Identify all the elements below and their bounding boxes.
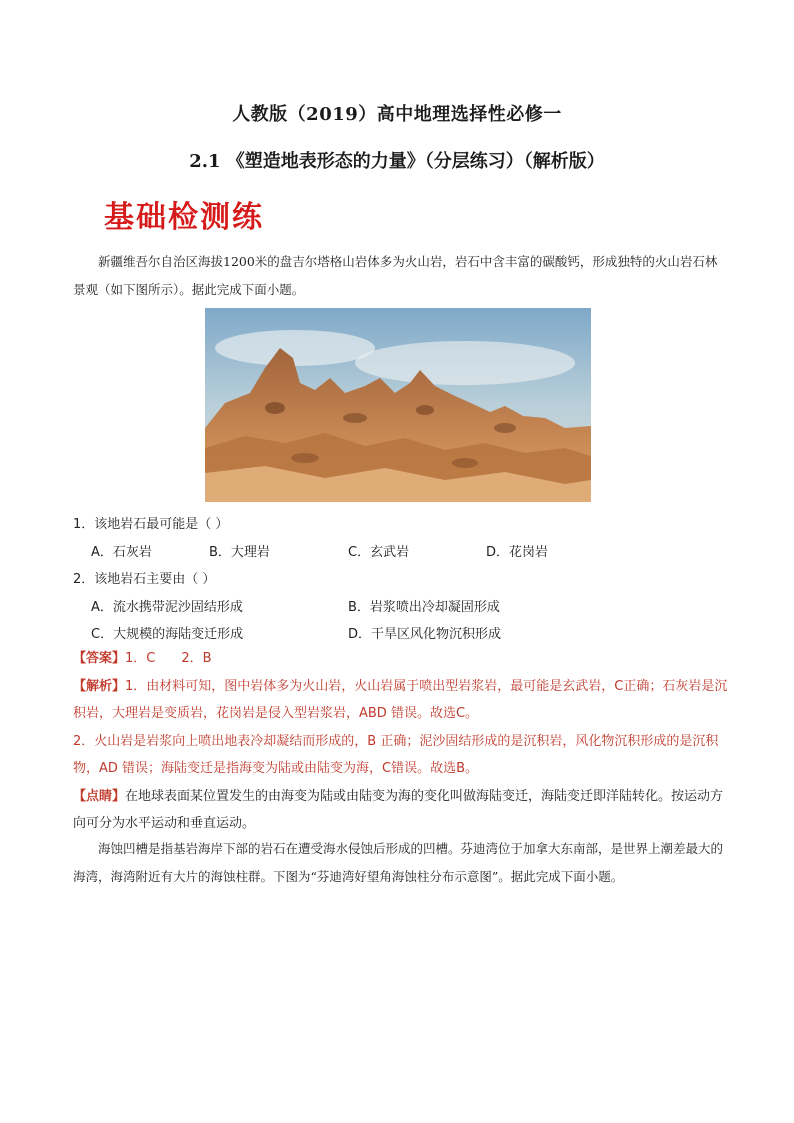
analysis-tag: 【解析】 <box>73 679 126 694</box>
answer-text: 1．C 2．B <box>125 651 212 666</box>
question-2-option-a: A．流水携带泥沙固结形成 <box>91 600 243 615</box>
question-2-stem: 2．该地岩石主要由（ ） <box>73 572 216 587</box>
question-1-option-b: B．大理岩 <box>209 545 270 560</box>
tips-block <box>73 783 733 837</box>
question-1-option-c: C．玄武岩 <box>348 545 410 560</box>
question-1-option-a: A．石灰岩 <box>91 545 152 560</box>
question-1-option-d: D．花岗岩 <box>486 545 549 560</box>
passage-intro: 新疆维吾尔自治区海拔1200米的盘吉尔塔格山岩体多为火山岩，岩石中含丰富的碳酸钙，形成独特的火山岩石林景观（如下图所示）。据此完成下面小题。 <box>73 254 718 297</box>
answer-block <box>73 645 733 672</box>
analysis-line-2: 2．火山岩是岩浆向上喷出地表冷却凝结而形成的，B 正确；泥沙固结形成的是沉积岩，风化物沉积形成的是沉积物，AD 错误；海陆变迁是指海变为陆或由陆变为海，C错误。故选B。 <box>73 734 719 776</box>
document-title: 人教版（2019）高中地理选择性必修一 <box>232 104 562 125</box>
question-2-option-c: C．大规模的海陆变迁形成 <box>91 627 244 642</box>
question-2-option-d: D．干旱区风化物沉积形成 <box>348 627 502 642</box>
analysis-block <box>73 673 733 727</box>
tips-tag: 【点睛】 <box>73 789 126 804</box>
document-subtitle: 2.1 《塑造地表形态的力量》（分层练习）（解析版） <box>189 151 605 172</box>
analysis-line-1: 1．由材料可知，图中岩体多为火山岩，火山岩属于喷出型岩浆岩，最可能是玄武岩，C正确；石灰岩是沉积岩，大理岩是变质岩，花岗岩是侵入型岩浆岩，ABD 错误。故选C。 <box>73 679 728 721</box>
section-heading: 基础检测练 <box>104 200 264 235</box>
question-2-option-b: B．岩浆喷出冷却凝固形成 <box>348 600 500 615</box>
question-1-stem: 1．该地岩石最可能是（ ） <box>73 517 229 532</box>
tips-text: 在地球表面某位置发生的由海变为陆或由陆变为海的变化叫做海陆变迁，海陆变迁即洋陆转化。按运动方向可分为水平运动和垂直运动。 <box>73 789 724 831</box>
answer-tag: 【答案】 <box>73 651 126 666</box>
volcanic-rock-photo <box>205 308 591 502</box>
passage-second: 海蚀凹槽是指基岩海岸下部的岩石在遭受海水侵蚀后形成的凹槽。芬迪湾位于加拿大东南部，是世界上潮差最大的海湾，海湾附近有大片的海蚀柱群。下图为“芬迪湾好望角海蚀柱分布示意图”。据此完成下面小题。 <box>73 841 724 884</box>
